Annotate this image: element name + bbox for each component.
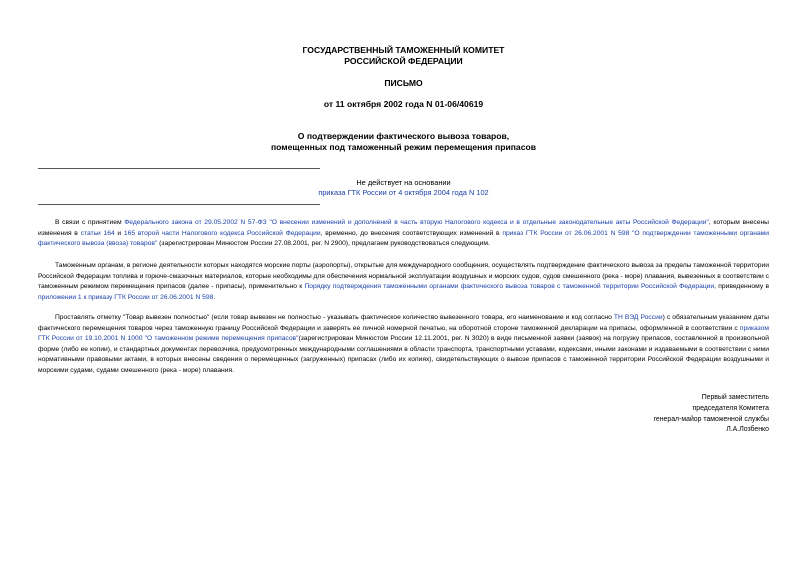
paragraph-3 <box>38 313 769 376</box>
doc-subject <box>0 131 807 153</box>
p2-text: , приведенному в <box>714 283 770 290</box>
signature-name: Л.А.Лозбенко <box>726 426 769 434</box>
authority-line-1: ГОСУДАРСТВЕННЫЙ ТАМОЖЕННЫЙ КОМИТЕТ <box>302 45 505 55</box>
divider-bottom <box>38 204 320 205</box>
p2-link-appendix-1[interactable]: приложении 1 к приказу ГТК России от 26.06.2001 N 598 <box>38 293 214 301</box>
status-note-text: Не действует на основании <box>356 178 451 187</box>
p3-link-tn-ved[interactable]: ТН ВЭД России <box>613 314 663 321</box>
p1-link-federal-law[interactable]: Федерального закона от 29.05.2002 N 57-ФЗ "О внесении изменений и дополнений в часть вторую Налогового кодекса и в отдельные законодательные акты Российской Федерации" <box>124 219 709 226</box>
status-note-link[interactable]: приказа ГТК России от 4 октября 2004 года N 102 <box>318 188 489 197</box>
p1-text: В связи с принятием <box>55 219 125 226</box>
paragraph-1 <box>38 218 769 250</box>
p3-text: ) с обязательным указанием даты фактического перемещения товаров через таможенную границу Российской Федерации и заверять ее личной номерной печатью, на оборотной стороне таможенной декларации на припасы, оформленной в соответствии с <box>38 314 769 332</box>
signature-line-2: председателя Комитета <box>692 404 769 412</box>
p3-text: (зарегистрирован Минюстом России 12.11.2001, рег. N 3020) в виде письменной заявки (заявок) на погрузку припасов, составленной в произвольной форме (либо ее копии), и стандартных документах перевозчика, предусмотренных международными соглашениями в области транспорта, транспортными уставами, кодексами, иными законами и издаваемыми в соответствии с ними нормативными правовыми актами, в которых внесены сведения о перемещенных (загруженных) припасах (либо их копиях), свидетельствующих о вывозе припасов с таможенной территории Российской Федерации воздушными и морскими судами, судами смешенного (река - море) плавания. <box>38 335 769 374</box>
signature-line-1: Первый заместитель <box>701 394 769 401</box>
p1-text: , которым внесены изменения в <box>38 219 769 237</box>
status-note <box>0 178 807 198</box>
authority-title <box>0 45 807 67</box>
p3-link-order-1000[interactable]: приказом ГТК России от 19.10.2001 N 1000 "О таможенном режиме перемещения припасов" <box>38 324 769 342</box>
p3-text: Проставлять отметку "Товар вывезен полностью" (если товар вывезен не полностью - указывать фактическое количество вывезенного товара, его наименование и код согласно <box>55 314 614 321</box>
divider-top <box>38 168 320 169</box>
p1-text: , временно, до внесения соответствующих изменений в <box>320 229 503 237</box>
p1-text: (зарегистрирован Минюстом России 27.08.2001, рег. N 2900), предлагаем руководствоваться следующим. <box>157 240 490 247</box>
signature-block <box>569 393 769 436</box>
p1-link-order-598[interactable]: приказ ГТК России от 26.06.2001 N 598 "О подтверждении таможенными органами фактического вывоза (ввоза) товаров" <box>38 229 770 247</box>
authority-line-2: РОССИЙСКОЙ ФЕДЕРАЦИИ <box>344 56 463 66</box>
doc-date-number: от 11 октября 2002 года N 01-06/40619 <box>323 99 484 109</box>
p2-link-procedure[interactable]: Порядку подтверждения таможенными органами фактического вывоза товаров с таможенной территории Российской Федерации <box>304 283 715 290</box>
doc-type: ПИСЬМО <box>384 78 423 88</box>
p1-link-article-164[interactable]: статьи 164 <box>80 229 115 237</box>
signature-line-3: генерал-майор таможенной службы <box>653 415 769 423</box>
subject-line-2: помещенных под таможенный режим перемещения припасов <box>270 142 537 152</box>
p2-text: Таможенным органам, в регионе деятельности которых находятся морские порты (аэропорты), открытые для международного сообщения, осуществлять подтверждение фактического вывоза за пределы таможенной территории Российской Федерации топлива и горюче-смазочных материалов, которые необходимы для обеспечения нормальной эксплуатации воздушных и морских судов, судов смешенного (река - море) плавания, вывезенных в соответствии с таможенным режимом перемещения припасов (далее - припасы), применительно к <box>38 262 769 290</box>
subject-line-1: О подтверждении фактического вывоза товаров, <box>297 131 510 141</box>
paragraph-2 <box>38 261 769 303</box>
p2-text: . <box>213 293 216 301</box>
p1-text: и <box>114 229 124 237</box>
p1-link-article-165[interactable]: 165 второй части Налогового кодекса Российской Федерации <box>123 229 321 237</box>
